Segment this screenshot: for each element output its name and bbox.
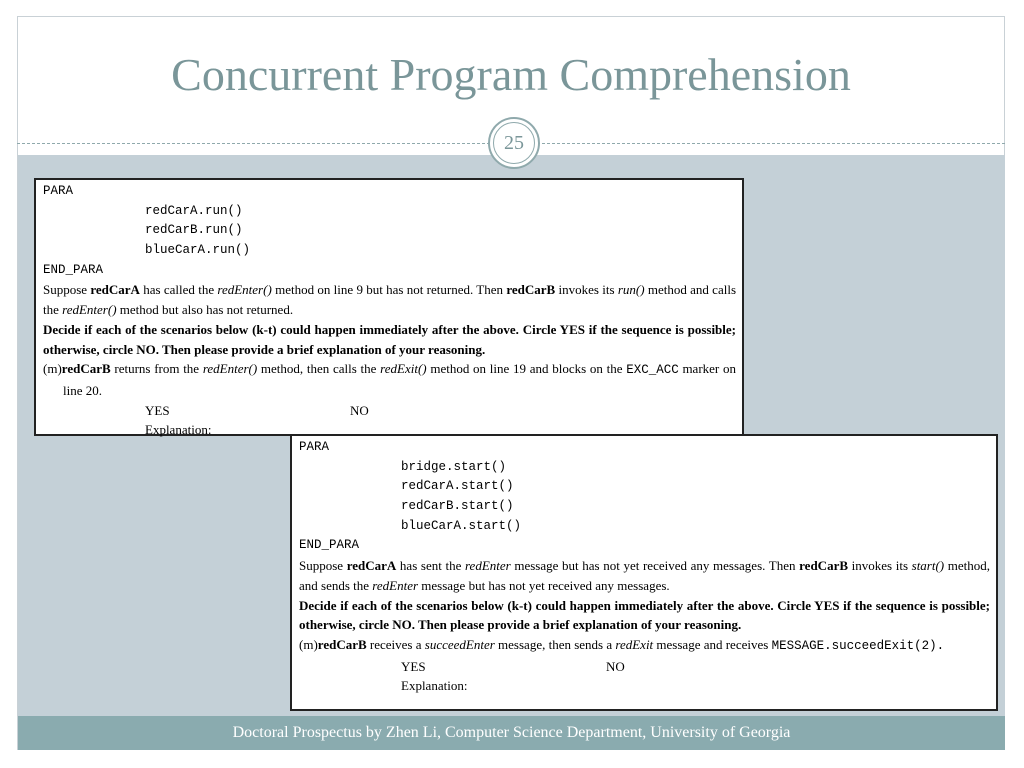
explanation-label: Explanation: <box>145 422 212 438</box>
code-line: END_PARA <box>43 262 104 277</box>
no-option[interactable]: NO <box>606 658 625 674</box>
page-number: 25 <box>493 122 535 164</box>
explanation-label: Explanation: <box>401 678 468 694</box>
scenario-intro: Suppose redCarA has called the redEnter() method on line 9 but has not returned. Then redCarB invokes its run() method and calls the redEnter() method but also has not returned. <box>43 282 737 318</box>
code-line: blueCarA.start() <box>401 518 522 533</box>
slide-footer: Doctoral Prospectus by Zhen Li, Computer Science Department, University of Georgia <box>18 716 1005 750</box>
code-line: redCarA.start() <box>401 479 514 494</box>
instruction-text: Decide if each of the scenarios below (k-t) could happen immediately after the above. Circle YES if the sequence is possible; otherwise, circle NO. Then please provide a brief explanation of your reasoning. <box>299 597 990 633</box>
yes-option[interactable]: YES <box>401 658 426 674</box>
scenario-intro: Suppose redCarA has sent the redEnter message but has not yet received any messages. Then redCarB invokes its start() method, and sends the redEnter message but has not yet received any messages. <box>299 558 991 593</box>
answer-choices <box>43 401 736 421</box>
code-line: blueCarA.run() <box>145 243 251 258</box>
code-line: redCarB.run() <box>145 223 243 238</box>
scenario-item: (m)redCarB returns from the redEnter() method, then calls the redExit() method on line 19 and blocks on the EXC_ACC marker on line 20. <box>43 361 736 398</box>
code-line: redCarB.start() <box>401 499 514 514</box>
code-line: PARA <box>299 440 330 454</box>
instruction-text: Decide if each of the scenarios below (k-t) could happen immediately after the above. Circle YES if the sequence is possible; otherwise, circle NO. Then please provide a brief explanation of your reasoning. <box>43 321 736 357</box>
no-option[interactable]: NO <box>350 402 369 418</box>
scenario-item: (m)redCarB receives a succeedEnter message, then sends a redExit message and receives MESSAGE.succeedExit(2). <box>299 636 945 653</box>
code-line: redCarA.run() <box>145 203 243 218</box>
slide-title: Concurrent Program Comprehension <box>171 49 851 100</box>
code-line: bridge.start() <box>401 459 507 474</box>
answer-choices <box>299 657 990 677</box>
question-box-start <box>290 434 998 711</box>
yes-option[interactable]: YES <box>145 402 170 418</box>
code-line: END_PARA <box>299 538 360 553</box>
page-number-badge <box>488 117 540 169</box>
code-line: PARA <box>43 184 74 198</box>
question-box-run <box>34 178 744 436</box>
